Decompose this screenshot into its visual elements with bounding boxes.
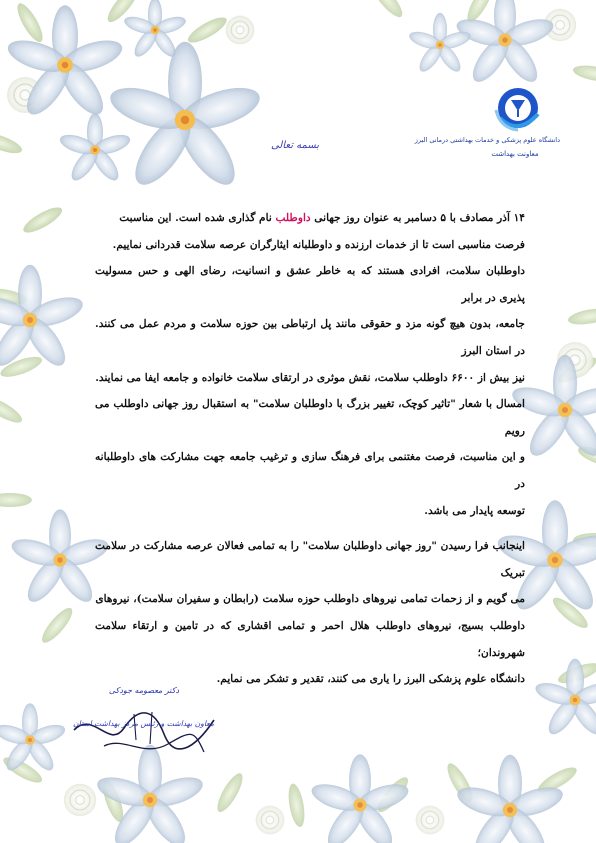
signer-title: معاون بهداشت و رئیس مرکز بهداشت استان xyxy=(73,719,214,728)
letter-text: دانشگاه علوم پزشکی البرز را یاری می کنند، تقدیر و تشکر می نمایم. xyxy=(216,673,525,686)
letter-line xyxy=(95,391,525,444)
paragraph-2 xyxy=(95,533,525,693)
university-logo xyxy=(414,84,560,176)
letter-line xyxy=(95,498,525,525)
handwritten-signature xyxy=(64,700,224,764)
letter-line xyxy=(95,444,525,497)
letter-text: نیز بیش از ۶۶۰۰ داوطلب سلامت، نقش موثری در ارتقای سلامت خانواده و جامعه ایفا می نمایند. xyxy=(95,371,525,384)
letter-text: جامعه، بدون هیچ گونه مزد و حقوقی مانند پل ارتباطی بین حوزه سلامت و مردم عمل می کنند. در استان البرز xyxy=(95,318,525,357)
letter-text: فرصت مناسبی است تا از خدمات ارزنده و داوطلبانه ایثارگران عرصه سلامت قدردانی نماییم. xyxy=(112,238,525,251)
letter-body xyxy=(95,205,525,693)
letter-text: توسعه پایدار می باشد. xyxy=(424,504,525,517)
letter-line xyxy=(95,613,525,666)
letter-line xyxy=(95,533,525,586)
signer-name: دکتر معصومه جودکی xyxy=(108,686,180,695)
letter-line xyxy=(95,258,525,311)
letter-line xyxy=(95,205,525,232)
letter-text: داوطلبان سلامت، افرادی هستند که به خاطر عشق و انسانیت، رضای الهی و حس مسولیت پذیری در برابر xyxy=(95,265,525,304)
deputy-name: معاونت بهداشت xyxy=(491,150,539,158)
letter-text: ۱۴ آذر مصادف با ۵ دسامبر به عنوان روز جهانی xyxy=(310,212,525,224)
letter-text: امسال با شعار "تاثیر کوچک، تغییر بزرگ با داوطلبان سلامت" به استقبال روز جهانی داوطلب می رویم xyxy=(95,398,525,437)
letter-text: می گویم و از زحمات تمامی نیروهای داوطلب حوزه سلامت (رابطان و سفیران سلامت)، نیروهای xyxy=(95,593,525,606)
letter-line xyxy=(95,586,525,613)
letter-line xyxy=(95,232,525,259)
letter-text: نام گذاری شده است. این مناسبت xyxy=(119,212,276,224)
highlighted-word: داوطلب xyxy=(275,212,311,224)
letter-text: داوطلب بسیج، نیروهای داوطلب هلال احمر و تمامی اقشاری که در تامین و ارتقاء سلامت شهروندان؛ xyxy=(95,619,525,659)
university-emblem-icon xyxy=(492,84,544,136)
letter-text: و این مناسبت، فرصت مغتنمی برای فرهنگ سازی و ترغیب جامعه جهت مشارکت های داوطلبانه در xyxy=(95,451,525,490)
letter-line xyxy=(95,365,525,392)
letter-text: اینجانب فرا رسیدن "روز جهانی داوطلبان سلامت" را به تمامی فعالان عرصه مشارکت در سلامت تبریک xyxy=(95,540,525,579)
paragraph-1 xyxy=(95,205,525,524)
bismillah: بسمه تعالی xyxy=(270,140,320,151)
letter-line xyxy=(95,311,525,364)
university-name: دانشگاه علوم پزشکی و خدمات بهداشتی درمانی البرز xyxy=(414,136,560,144)
